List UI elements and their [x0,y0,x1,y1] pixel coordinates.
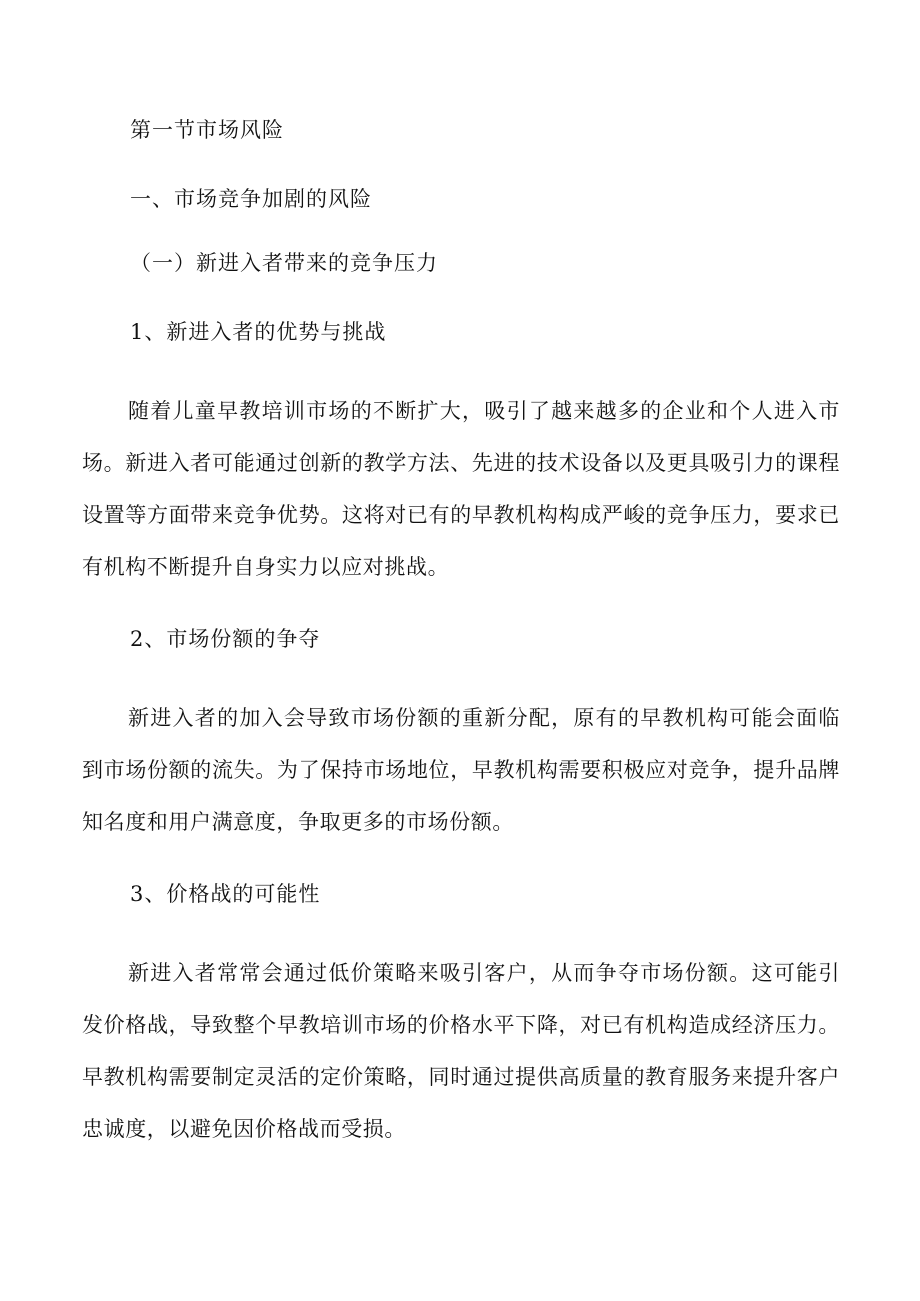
item-paragraph: 新进入者的加入会导致市场份额的重新分配，原有的早教机构可能会面临到市场份额的流失。为了保持市场地位，早教机构需要积极应对竞争，提升品牌知名度和用户满意度，争取更多的市场份额。 [82,706,840,834]
item-heading: 1、新进入者的优势与挑战 [130,320,387,344]
subsection-title: 一、市场竞争加剧的风险 [130,187,372,211]
item-heading: 2、市场份额的争夺 [130,627,321,651]
item-paragraph: 随着儿童早教培训市场的不断扩大，吸引了越来越多的企业和个人进入市场。新进入者可能通过创新的教学方法、先进的技术设备以及更具吸引力的课程设置等方面带来竞争优势。这将对已有的早教机构构成严峻的竞争压力，要求已有机构不断提升自身实力以应对挑战。 [82,399,840,579]
subsubsection-title: （一）新进入者带来的竞争压力 [130,251,438,275]
section-title: 第一节市场风险 [130,118,284,142]
item-heading: 3、价格战的可能性 [130,882,321,906]
item-paragraph: 新进入者常常会通过低价策略来吸引客户，从而争夺市场份额。这可能引发价格战，导致整个早教培训市场的价格水平下降，对已有机构造成经济压力。早教机构需要制定灵活的定价策略，同时通过提供高质量的教育服务来提升客户忠诚度，以避免因价格战而受损。 [82,961,840,1141]
